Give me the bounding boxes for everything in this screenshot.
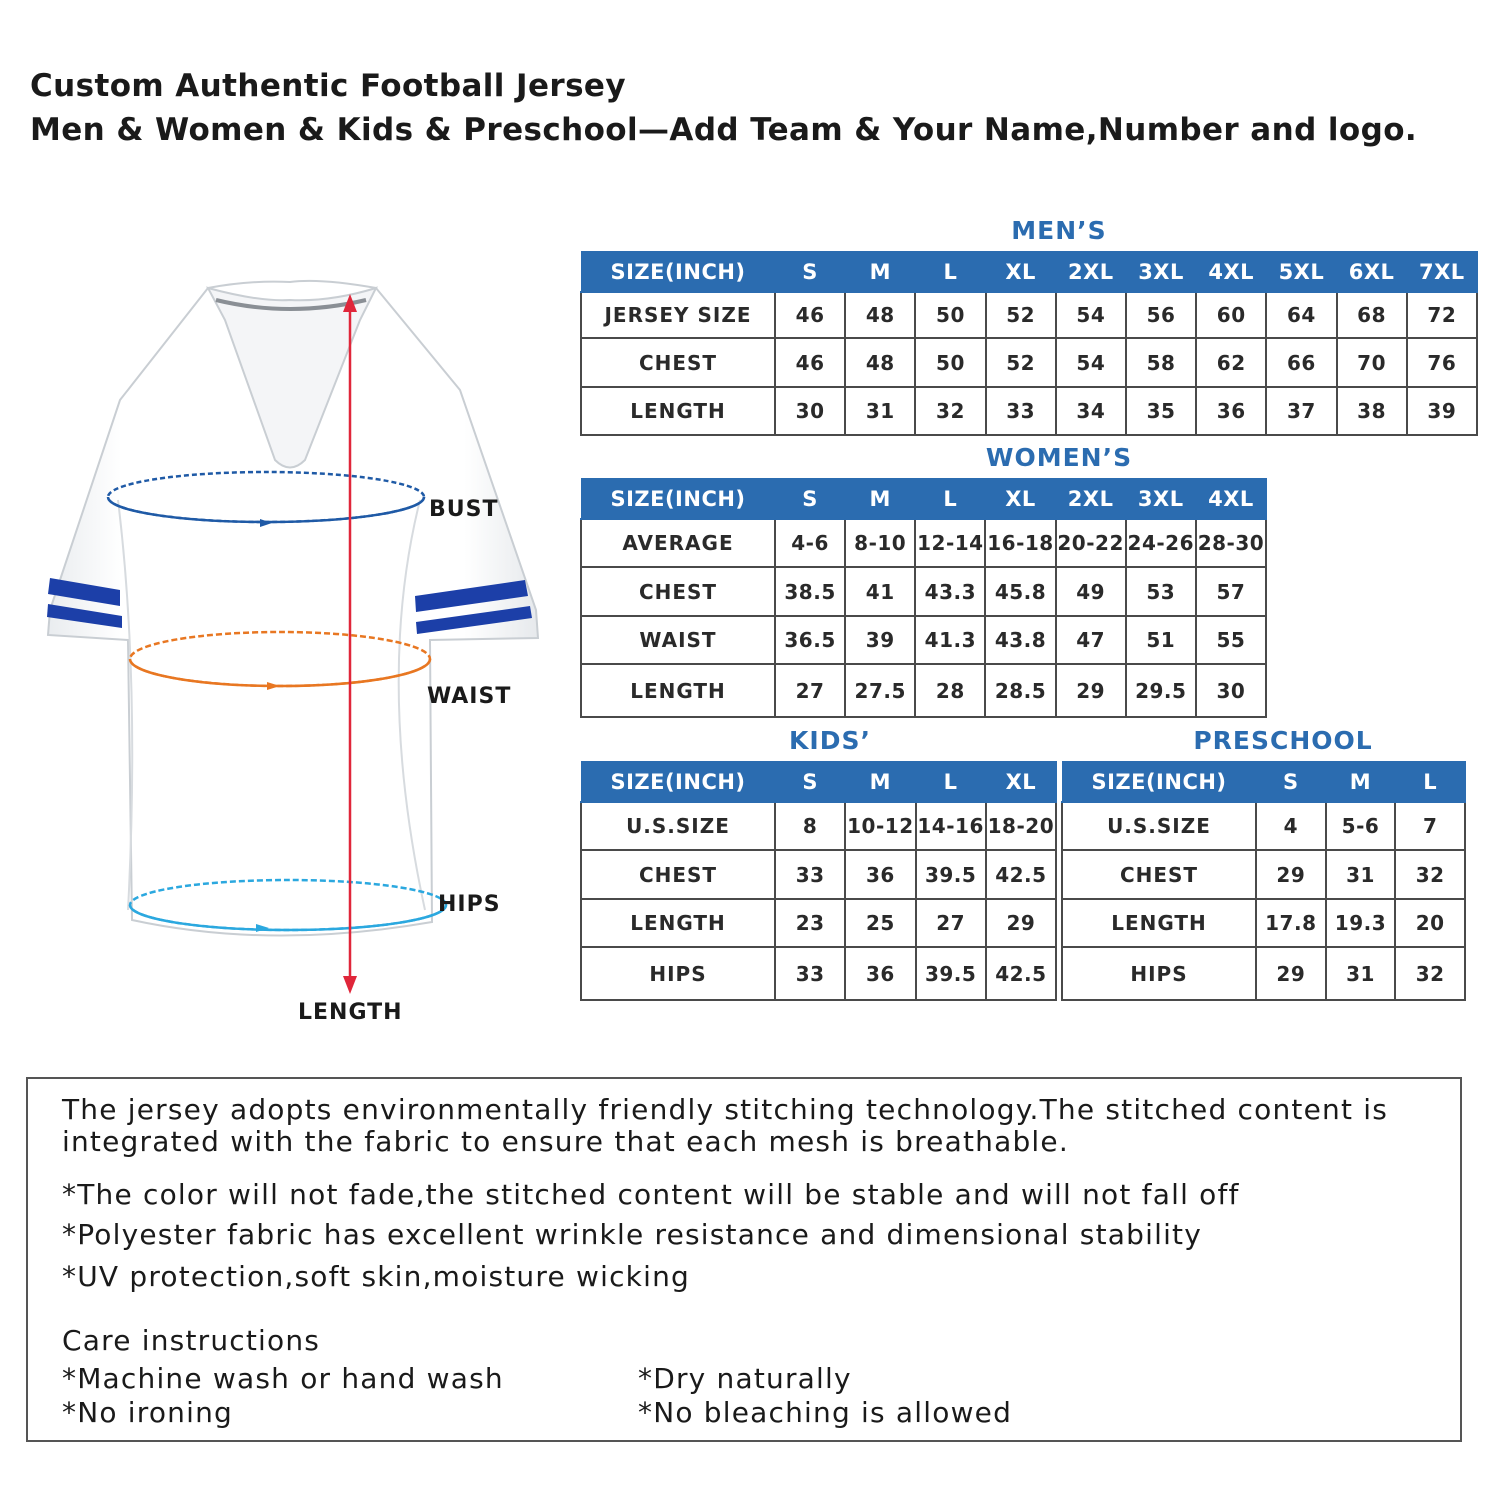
table-row <box>1062 802 1465 850</box>
table-cell: 12-14 <box>915 519 985 567</box>
table-cell: 33 <box>775 850 845 899</box>
kids-header-size: M <box>845 762 915 802</box>
table-cell: 7 <box>1395 802 1465 850</box>
womens-header-size-label: SIZE(INCH) <box>581 479 775 519</box>
table-cell: 32 <box>915 387 985 435</box>
table-cell: 41.3 <box>915 616 985 664</box>
mens-header-size: 2XL <box>1056 252 1126 292</box>
table-cell: 28.5 <box>985 664 1055 717</box>
table-row <box>581 664 1266 717</box>
table-row <box>581 802 1056 850</box>
table-row <box>581 338 1477 387</box>
mens-header-size: M <box>845 252 915 292</box>
table-row <box>581 519 1266 567</box>
table-row <box>1062 899 1465 947</box>
row-label: HIPS <box>581 947 775 1000</box>
row-label: AVERAGE <box>581 519 775 567</box>
table-cell: 39.5 <box>916 850 986 899</box>
table-cell: 14-16 <box>916 802 986 850</box>
row-label: CHEST <box>581 338 775 387</box>
table-cell: 20 <box>1395 899 1465 947</box>
hips-label: HIPS <box>438 892 501 917</box>
bust-label: BUST <box>429 497 499 522</box>
row-label: LENGTH <box>1062 899 1256 947</box>
table-cell: 4 <box>1256 802 1326 850</box>
table-row <box>1062 947 1465 1000</box>
table-row <box>1062 850 1465 899</box>
row-label: WAIST <box>581 616 775 664</box>
page-title: Custom Authentic Football Jersey <box>30 68 626 104</box>
table-cell: 30 <box>775 387 845 435</box>
table-row <box>581 292 1477 338</box>
kids-size-table <box>580 761 1057 1001</box>
table-cell: 76 <box>1407 338 1477 387</box>
table-cell: 19.3 <box>1326 899 1396 947</box>
mens-header-row <box>581 252 1477 292</box>
row-label: JERSEY SIZE <box>581 292 775 338</box>
table-cell: 8-10 <box>845 519 915 567</box>
row-label: HIPS <box>1062 947 1256 1000</box>
preschool-header-row <box>1062 762 1465 802</box>
notes-intro-line-1: The jersey adopts environmentally friendly stitching technology.The stitched content is <box>62 1093 1388 1126</box>
mens-header-size: 6XL <box>1337 252 1407 292</box>
table-row <box>581 567 1266 616</box>
table-row <box>581 899 1056 947</box>
table-cell: 16-18 <box>985 519 1055 567</box>
table-cell: 47 <box>1056 616 1126 664</box>
table-cell: 52 <box>986 292 1056 338</box>
womens-header-row <box>581 479 1266 519</box>
table-cell: 28 <box>915 664 985 717</box>
table-cell: 32 <box>1395 947 1465 1000</box>
table-cell: 39 <box>845 616 915 664</box>
womens-header-size: 4XL <box>1196 479 1266 519</box>
table-cell: 8 <box>775 802 845 850</box>
row-label: CHEST <box>581 567 775 616</box>
preschool-header-size-label: SIZE(INCH) <box>1062 762 1256 802</box>
table-cell: 27 <box>916 899 986 947</box>
kids-title: KIDS’ <box>789 726 871 755</box>
table-cell: 30 <box>1196 664 1266 717</box>
table-cell: 29 <box>1256 850 1326 899</box>
table-cell: 17.8 <box>1256 899 1326 947</box>
table-cell: 42.5 <box>986 850 1056 899</box>
table-cell: 64 <box>1266 292 1336 338</box>
row-label: U.S.SIZE <box>581 802 775 850</box>
womens-header-size: M <box>845 479 915 519</box>
table-cell: 39 <box>1407 387 1477 435</box>
table-cell: 45.8 <box>985 567 1055 616</box>
product-notes-box <box>26 1077 1462 1442</box>
care-item: *Dry naturally <box>638 1362 852 1395</box>
table-cell: 31 <box>1326 850 1396 899</box>
womens-title: WOMEN’S <box>985 443 1133 472</box>
table-cell: 52 <box>986 338 1056 387</box>
table-cell: 36.5 <box>775 616 845 664</box>
row-label: CHEST <box>1062 850 1256 899</box>
table-cell: 33 <box>986 387 1056 435</box>
mens-header-size: S <box>775 252 845 292</box>
care-item: *No ironing <box>62 1396 234 1429</box>
table-cell: 31 <box>1326 947 1396 1000</box>
table-cell: 36 <box>845 947 915 1000</box>
row-label: LENGTH <box>581 664 775 717</box>
mens-header-size: 7XL <box>1407 252 1477 292</box>
row-label: CHEST <box>581 850 775 899</box>
kids-header-row <box>581 762 1056 802</box>
table-cell: 34 <box>1056 387 1126 435</box>
table-cell: 29 <box>1256 947 1326 1000</box>
womens-header-size: L <box>915 479 985 519</box>
table-cell: 58 <box>1126 338 1196 387</box>
preschool-header-size: L <box>1395 762 1465 802</box>
page-subtitle: Men & Women & Kids & Preschool—Add Team & Your Name,Number and logo. <box>30 112 1418 148</box>
table-cell: 46 <box>775 338 845 387</box>
preschool-header-size: S <box>1256 762 1326 802</box>
notes-intro-line-2: integrated with the fabric to ensure that each mesh is breathable. <box>62 1125 1069 1158</box>
table-cell: 50 <box>915 338 985 387</box>
table-cell: 46 <box>775 292 845 338</box>
mens-header-size: 3XL <box>1126 252 1196 292</box>
table-cell: 38 <box>1337 387 1407 435</box>
kids-header-size: L <box>916 762 986 802</box>
table-cell: 35 <box>1126 387 1196 435</box>
table-cell: 54 <box>1056 292 1126 338</box>
table-cell: 51 <box>1126 616 1196 664</box>
mens-title: MEN’S <box>1011 216 1107 245</box>
kids-header-size-label: SIZE(INCH) <box>581 762 775 802</box>
table-cell: 36 <box>1196 387 1266 435</box>
table-cell: 29 <box>1056 664 1126 717</box>
table-cell: 31 <box>845 387 915 435</box>
table-cell: 4-6 <box>775 519 845 567</box>
table-cell: 42.5 <box>986 947 1056 1000</box>
table-cell: 57 <box>1196 567 1266 616</box>
table-cell: 5-6 <box>1326 802 1396 850</box>
table-cell: 66 <box>1266 338 1336 387</box>
feature-item: *UV protection,soft skin,moisture wicking <box>62 1260 690 1293</box>
mens-header-size: 5XL <box>1266 252 1336 292</box>
row-label: LENGTH <box>581 387 775 435</box>
table-cell: 43.3 <box>915 567 985 616</box>
preschool-size-table <box>1061 761 1466 1001</box>
table-cell: 29.5 <box>1126 664 1196 717</box>
jersey-illustration <box>20 260 560 1050</box>
table-cell: 49 <box>1056 567 1126 616</box>
care-instructions-title: Care instructions <box>62 1324 321 1357</box>
table-cell: 37 <box>1266 387 1336 435</box>
table-cell: 60 <box>1196 292 1266 338</box>
kids-header-size: S <box>775 762 845 802</box>
table-row <box>581 616 1266 664</box>
table-row <box>581 850 1056 899</box>
table-cell: 25 <box>845 899 915 947</box>
care-item: *No bleaching is allowed <box>638 1396 1013 1429</box>
feature-item: *Polyester fabric has excellent wrinkle resistance and dimensional stability <box>62 1218 1202 1251</box>
table-cell: 48 <box>845 292 915 338</box>
table-cell: 38.5 <box>775 567 845 616</box>
preschool-header-size: M <box>1326 762 1396 802</box>
table-cell: 20-22 <box>1056 519 1126 567</box>
table-cell: 36 <box>845 850 915 899</box>
preschool-title: PRESCHOOL <box>1193 726 1373 755</box>
mens-size-table <box>580 251 1478 436</box>
womens-header-size: 3XL <box>1126 479 1196 519</box>
table-cell: 62 <box>1196 338 1266 387</box>
table-cell: 32 <box>1395 850 1465 899</box>
table-cell: 27 <box>775 664 845 717</box>
care-item: *Machine wash or hand wash <box>62 1362 504 1395</box>
womens-size-table <box>580 478 1267 718</box>
kids-header-size: XL <box>986 762 1056 802</box>
table-cell: 23 <box>775 899 845 947</box>
table-cell: 72 <box>1407 292 1477 338</box>
womens-header-size: XL <box>985 479 1055 519</box>
table-cell: 29 <box>986 899 1056 947</box>
table-cell: 10-12 <box>845 802 915 850</box>
table-cell: 28-30 <box>1196 519 1266 567</box>
table-cell: 43.8 <box>985 616 1055 664</box>
table-cell: 18-20 <box>986 802 1056 850</box>
table-cell: 48 <box>845 338 915 387</box>
table-row <box>581 387 1477 435</box>
mens-header-size: XL <box>986 252 1056 292</box>
mens-header-size: 4XL <box>1196 252 1266 292</box>
table-cell: 24-26 <box>1126 519 1196 567</box>
mens-header-size-label: SIZE(INCH) <box>581 252 775 292</box>
table-cell: 55 <box>1196 616 1266 664</box>
row-label: LENGTH <box>581 899 775 947</box>
length-label: LENGTH <box>298 1000 403 1025</box>
feature-item: *The color will not fade,the stitched content will be stable and will not fall off <box>62 1178 1240 1211</box>
table-cell: 53 <box>1126 567 1196 616</box>
table-cell: 39.5 <box>916 947 986 1000</box>
table-cell: 68 <box>1337 292 1407 338</box>
womens-header-size: 2XL <box>1056 479 1126 519</box>
table-cell: 54 <box>1056 338 1126 387</box>
table-cell: 56 <box>1126 292 1196 338</box>
jersey-diagram <box>20 260 560 1050</box>
waist-label: WAIST <box>427 684 512 709</box>
mens-header-size: L <box>915 252 985 292</box>
table-cell: 41 <box>845 567 915 616</box>
womens-header-size: S <box>775 479 845 519</box>
table-cell: 50 <box>915 292 985 338</box>
table-cell: 70 <box>1337 338 1407 387</box>
table-row <box>581 947 1056 1000</box>
table-cell: 27.5 <box>845 664 915 717</box>
table-cell: 33 <box>775 947 845 1000</box>
row-label: U.S.SIZE <box>1062 802 1256 850</box>
